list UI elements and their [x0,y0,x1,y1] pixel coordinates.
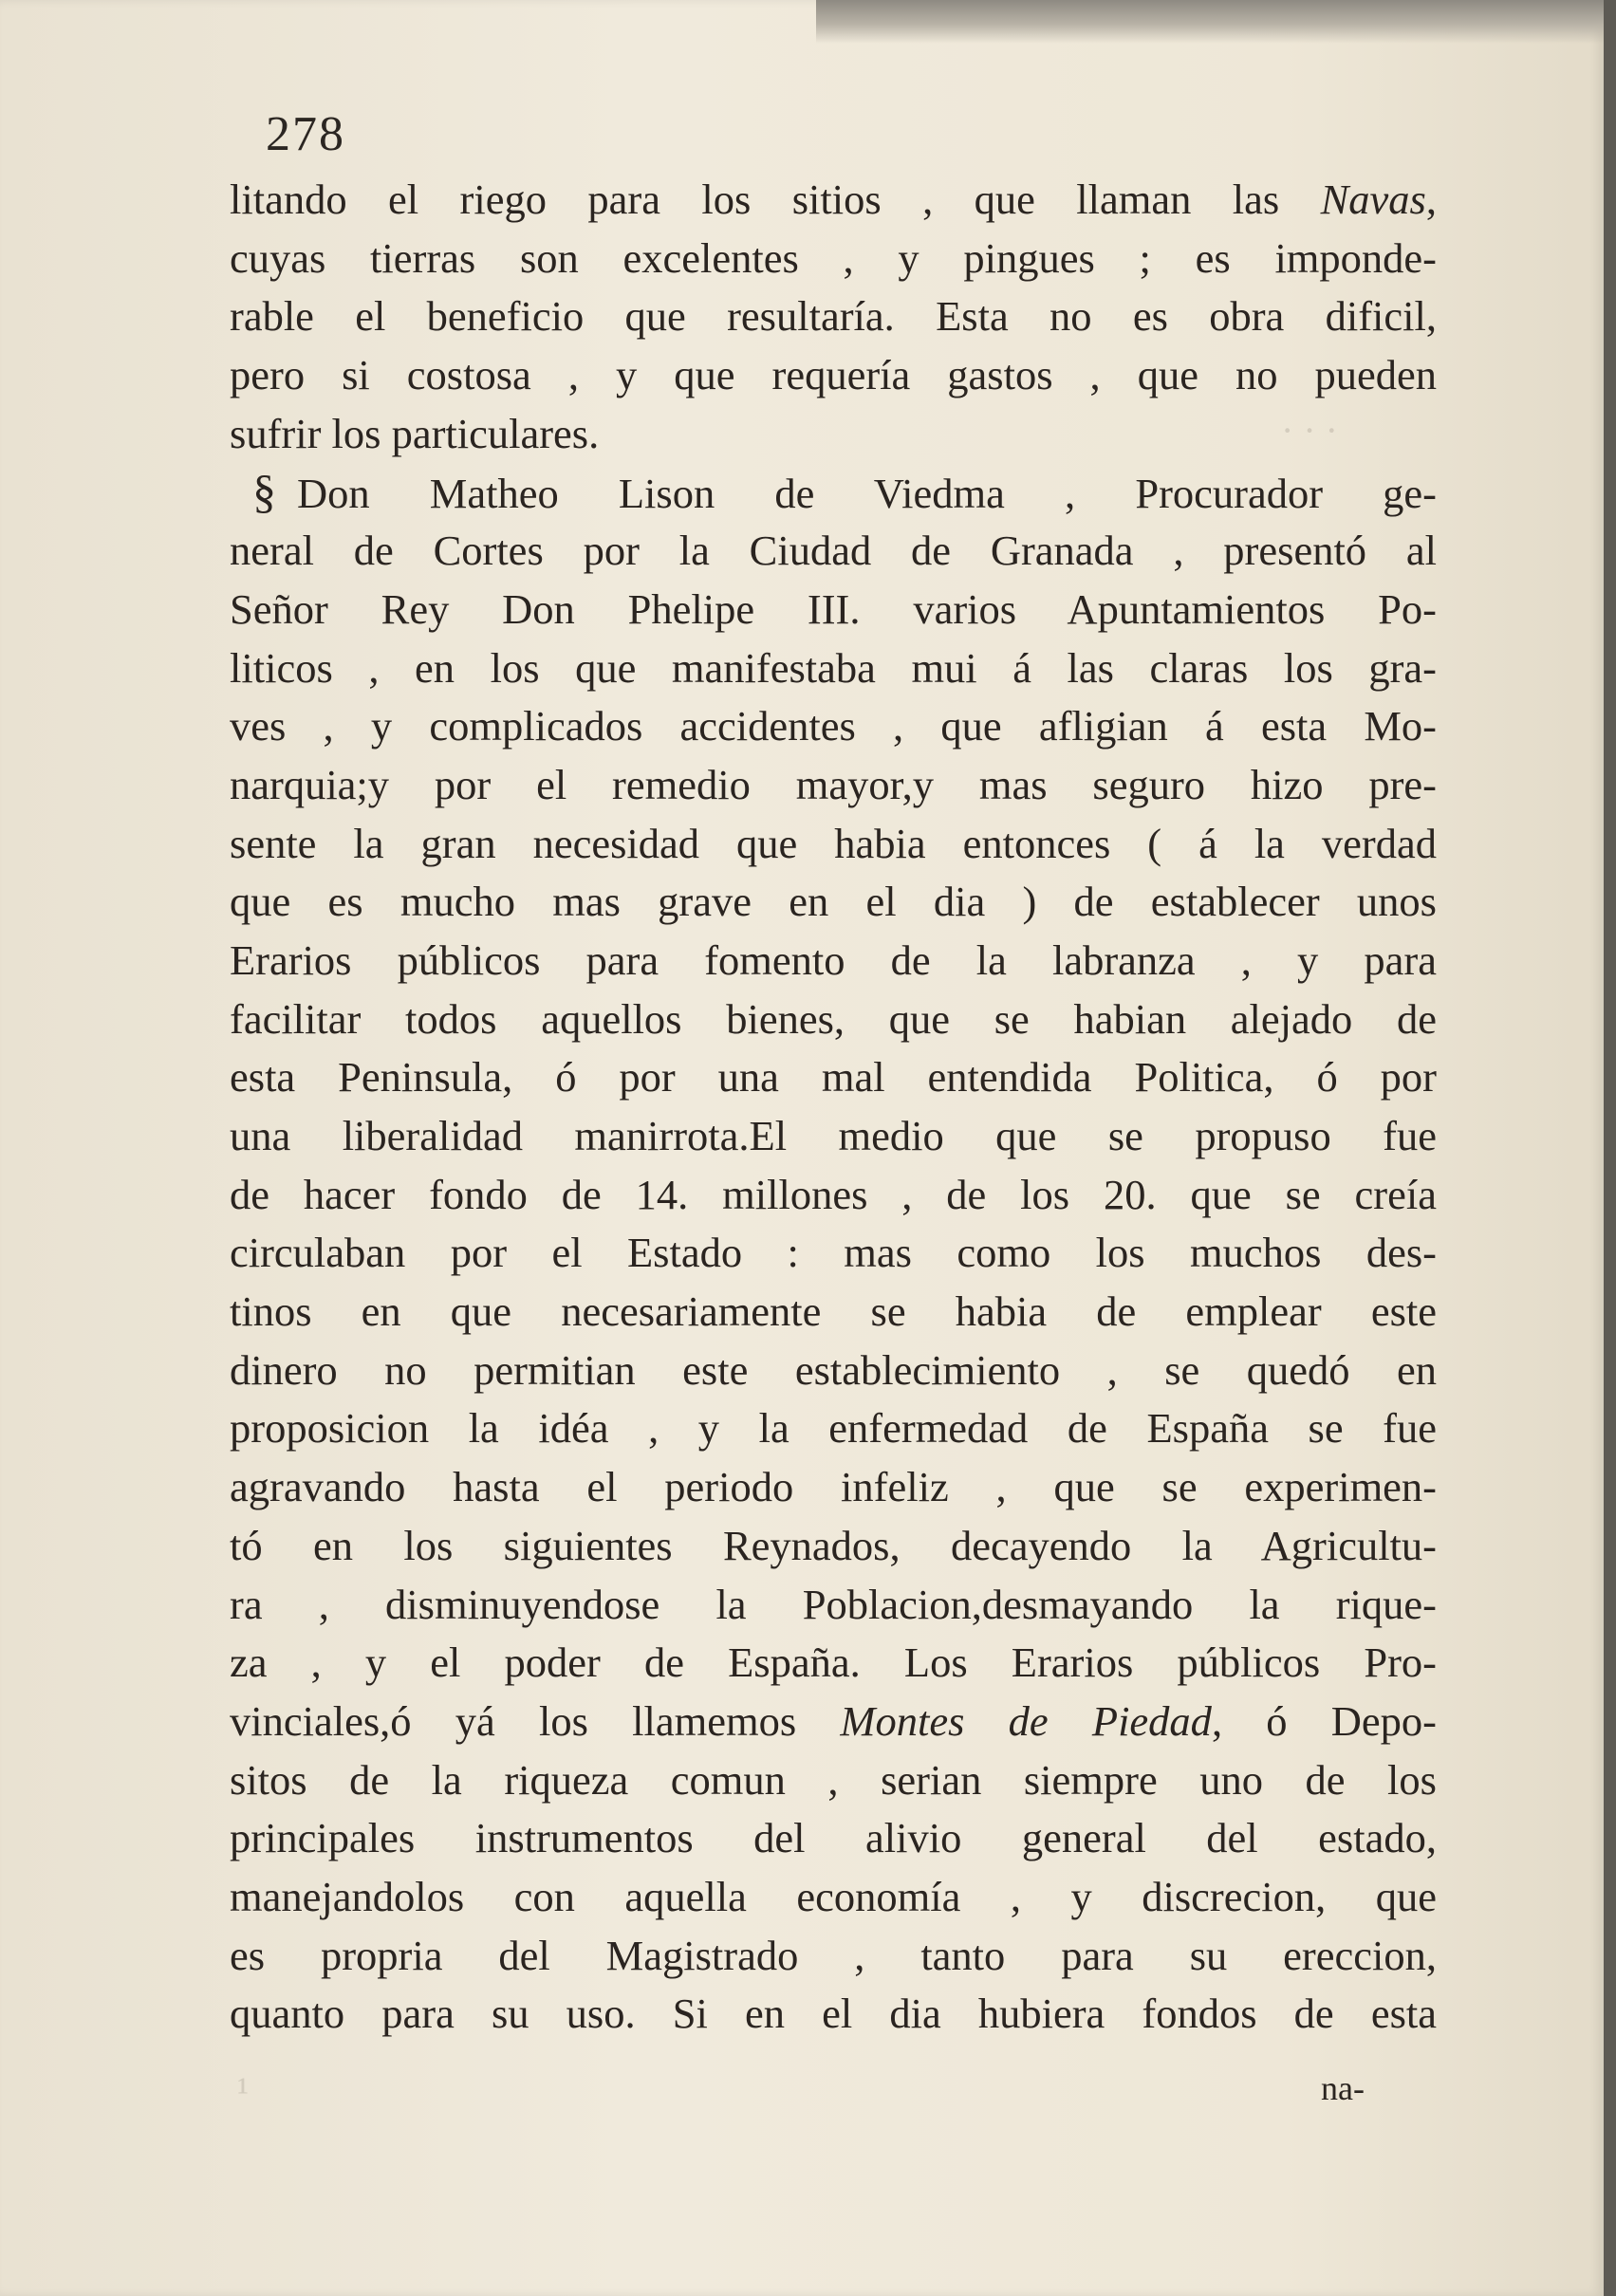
text-line [230,1342,1437,1400]
text-line [230,1517,1437,1576]
text-run: de hacer fondo de 14. millones , de los 20. que se creía [230,1170,1437,1218]
text-line [230,463,1437,522]
text-line [230,1576,1437,1635]
binding-edge [1604,0,1616,2296]
text-line [230,873,1437,932]
text-line [230,522,1437,581]
text-run: sufrir los particulares. [230,409,600,457]
text-line [230,1458,1437,1517]
text-run: manejandolos con aquella economía , y discrecion, que [230,1872,1437,1920]
text-line [230,230,1437,288]
bleed-through-mark: ¹ [237,2069,249,2112]
text-run: dinero no permitian este establecimiento , se quedó en [230,1345,1437,1394]
text-line [230,1927,1437,1986]
text-run: proposicion la idéa , y la enfermedad de España se fue [230,1404,1437,1453]
text-line [230,1224,1437,1283]
text-run: tinos en que necesariamente se habia de emplear este [230,1287,1437,1336]
text-run: Señor Rey Don Phelipe III. varios Apuntamientos Po- [230,584,1437,633]
text-line [230,756,1437,815]
text-run: es propria del Magistrado , tanto para su ereccion, [230,1931,1437,1979]
text-line [230,346,1437,405]
text-line [230,1399,1437,1458]
text-run: vinciales,ó yá los llamemos [230,1696,841,1745]
text-line [230,639,1437,698]
text-run: Erarios públicos para fomento de la labranza , y para [230,935,1437,984]
text-line [230,171,1437,230]
text-line [230,991,1437,1049]
text-line [230,1166,1437,1225]
text-run: una liberalidad manirrota.El medio que se propuso fue [230,1112,1437,1159]
italic-run: Montes de Piedad [840,1696,1212,1745]
text-run: facilitar todos aquellos bienes, que se habian alejado de [230,994,1437,1043]
text-run: liticos , en los que manifestaba mui á las claras los gra- [230,643,1437,692]
text-run: ves , y complicados accidentes , que afligian á esta Mo- [230,702,1437,750]
text-line [230,1868,1437,1927]
text-line [230,1634,1437,1693]
italic-run: Navas [1320,176,1426,223]
text-line [230,815,1437,874]
catchword: na- [1321,2069,1365,2107]
text-run: ra , disminuyendose la Poblacion,desmayando la rique- [230,1580,1437,1628]
text-run: narquia;y por el remedio mayor,y mas seguro hizo pre- [230,760,1437,808]
text-line [230,1693,1437,1751]
text-line [230,1107,1437,1166]
text-line [230,1283,1437,1342]
text-run: Don Matheo Lison de Viedma , Procurador ge- [297,470,1437,518]
page-number: 278 [266,107,345,161]
text-line [230,405,1437,464]
text-line [230,287,1437,346]
text-line [230,581,1437,639]
text-run: circulaban por el Estado : mas como los muchos des- [230,1229,1437,1277]
bleed-through-mark: · · · [1281,409,1338,452]
page-edge-shadow [816,0,1616,44]
text-run: neral de Cortes por la Ciudad de Granada , presentó al [230,527,1437,575]
text-line [230,1751,1437,1810]
text-run: litando el riego para los sitios , que llaman las [230,176,1321,223]
text-run: principales instrumentos del alivio general del estado, [230,1814,1437,1862]
text-line [230,1809,1437,1868]
text-run: quanto para su uso. Si en el dia hubiera fondos de esta [230,1990,1437,2038]
text-run: , [1425,176,1437,223]
text-run: pero si costosa , y que requería gastos , que no pueden [230,351,1437,399]
text-line [230,1048,1437,1107]
text-line [230,932,1437,991]
paragraph-mark: § [252,465,276,519]
text-run: , ó Depo- [1211,1696,1437,1745]
text-run: cuyas tierras son excelentes , y pingues ; es imponde- [230,233,1437,282]
text-run: agravando hasta el periodo infeliz , que se experimen- [230,1463,1437,1511]
text-line [230,1985,1437,2044]
text-run: tó en los siguientes Reynados, decayendo la Agricultu- [230,1521,1437,1569]
text-run: za , y el poder de España. Los Erarios públicos Pro- [230,1639,1437,1687]
text-run: sitos de la riqueza comun , serian siempre uno de los [230,1755,1437,1804]
text-run: rable el beneficio que resultaría. Esta no es obra dificil, [230,292,1437,341]
text-line [230,697,1437,756]
text-run: sente la gran necesidad que habia entonces ( á la verdad [230,819,1437,867]
body-text [230,171,1437,2044]
text-run: esta Peninsula, ó por una mal entendida Politica, ó por [230,1053,1437,1102]
text-run: que es mucho mas grave en el dia ) de establecer unos [230,878,1437,926]
